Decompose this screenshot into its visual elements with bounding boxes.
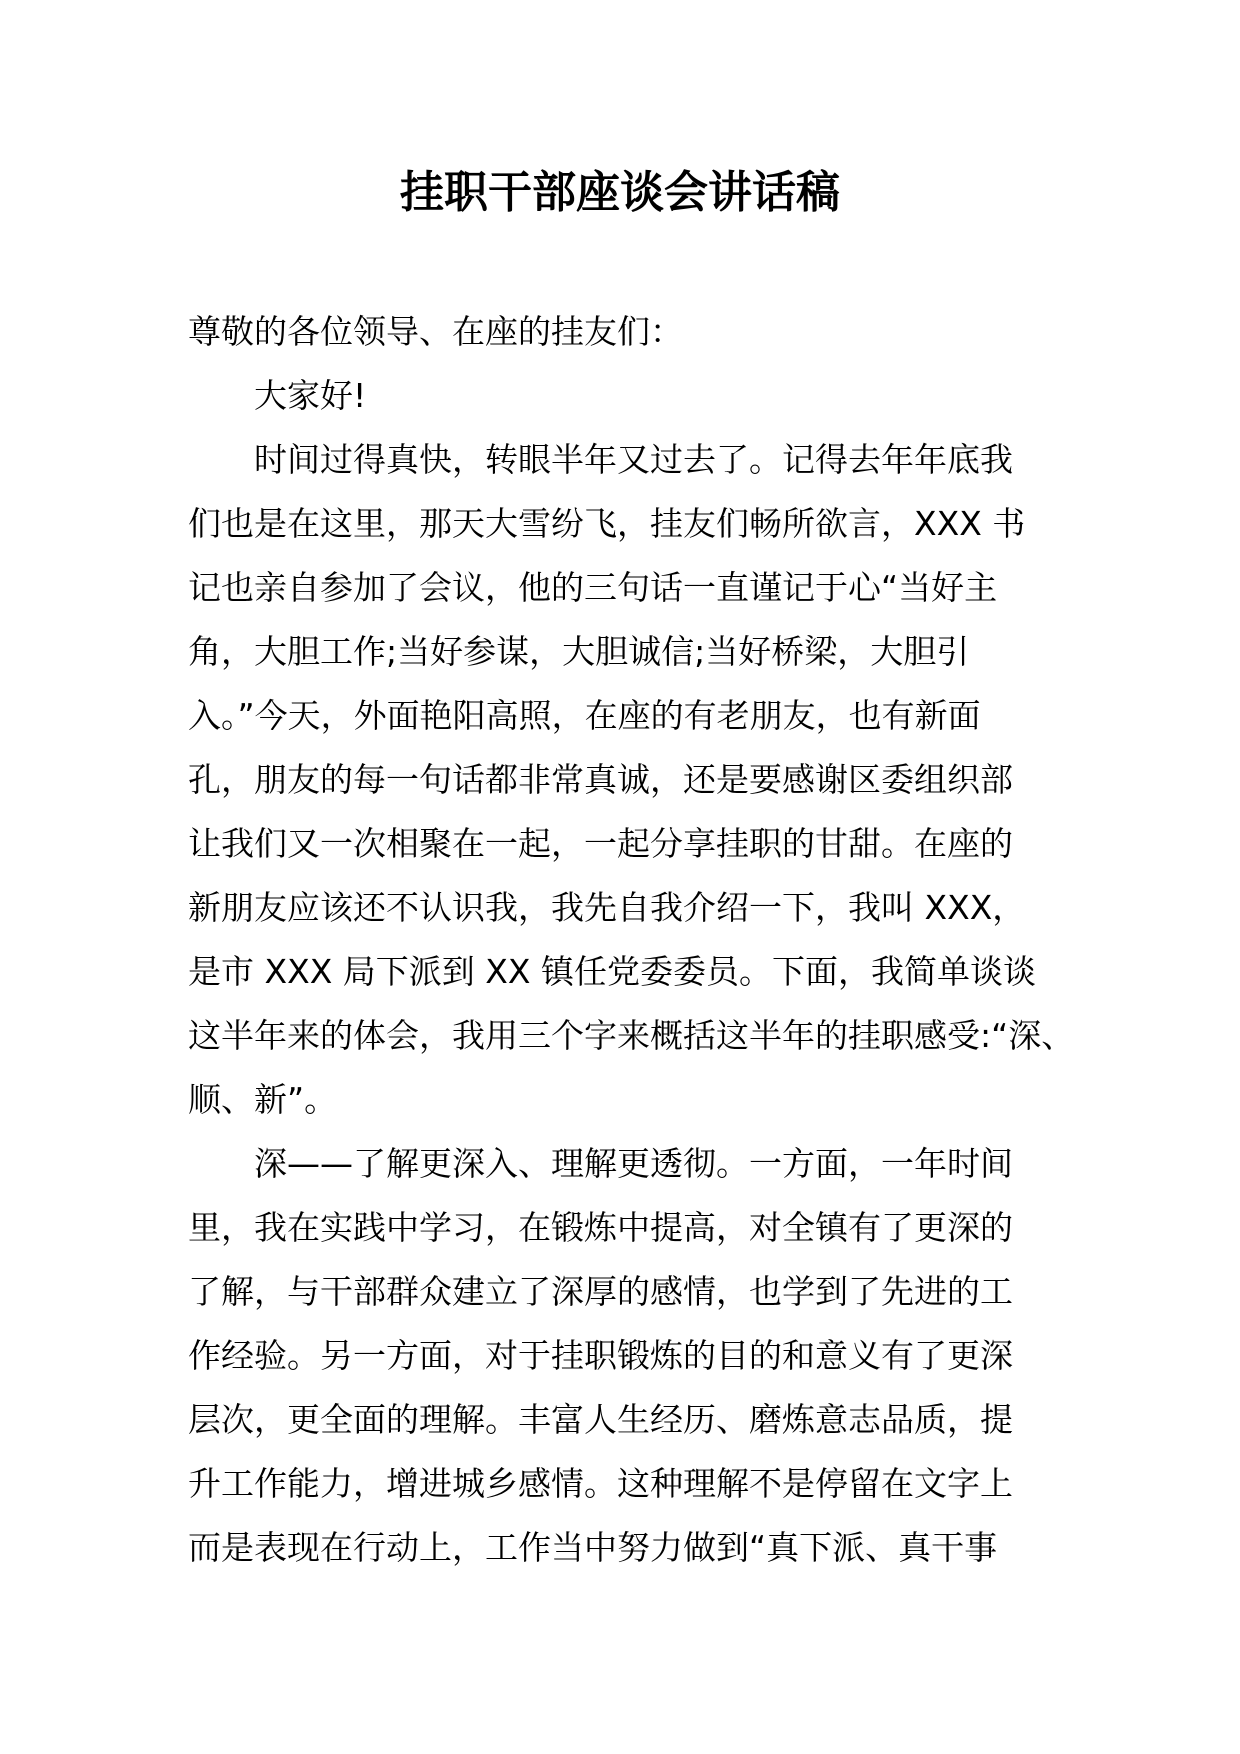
text-line: 作经验。另一方面，对于挂职锻炼的目的和意义有了更深	[188, 1336, 1013, 1375]
text-line: 深——了解更深入、理解更透彻。一方面，一年时间	[254, 1144, 1013, 1183]
text-line: 是市 XXX 局下派到 XX 镇任党委委员。下面，我简单谈谈	[188, 952, 1036, 991]
text-line: 们也是在这里，那天大雪纷飞，挂友们畅所欲言，XXX 书	[188, 504, 1026, 543]
text-line: 入。”今天，外面艳阳高照，在座的有老朋友，也有新面	[188, 696, 981, 735]
text-line: 顺、新”。	[188, 1080, 338, 1119]
text-line: 里，我在实践中学习，在锻炼中提高，对全镇有了更深的	[188, 1208, 1013, 1247]
document-body	[188, 300, 1075, 1580]
text-line: 让我们又一次相聚在一起，一起分享挂职的甘甜。在座的	[188, 824, 1013, 863]
text-line: 了解，与干部群众建立了深厚的感情，也学到了先进的工	[188, 1272, 1013, 1311]
text-line: 孔，朋友的每一句话都非常真诚，还是要感谢区委组织部	[188, 760, 1013, 799]
text-line: 新朋友应该还不认识我，我先自我介绍一下，我叫 XXX，	[188, 888, 1026, 927]
text-line: 而是表现在行动上，工作当中努力做到“真下派、真干事	[188, 1528, 998, 1567]
document-title: 挂职干部座谈会讲话稿	[400, 167, 840, 218]
text-line: 大家好!	[254, 376, 367, 415]
text-line: 角，大胆工作;当好参谋，大胆诚信;当好桥梁，大胆引	[188, 632, 970, 671]
text-line: 这半年来的体会，我用三个字来概括这半年的挂职感受:“深、	[188, 1016, 1075, 1055]
text-line: 尊敬的各位领导、在座的挂友们：	[188, 312, 683, 351]
text-line: 升工作能力，增进城乡感情。这种理解不是停留在文字上	[188, 1464, 1013, 1503]
text-line: 记也亲自参加了会议，他的三句话一直谨记于心“当好主	[188, 568, 998, 607]
text-line: 层次，更全面的理解。丰富人生经历、磨炼意志品质，提	[188, 1400, 1013, 1439]
text-line: 时间过得真快，转眼半年又过去了。记得去年年底我	[254, 440, 1013, 479]
